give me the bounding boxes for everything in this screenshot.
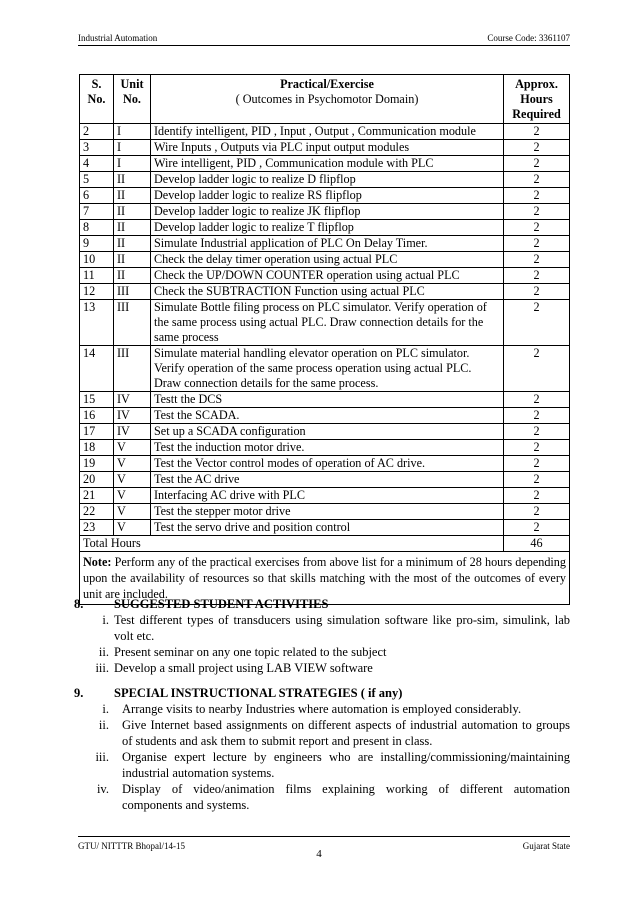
table-row	[80, 188, 570, 204]
cell-practical: Check the delay timer operation using actual PLC	[151, 252, 504, 268]
cell-practical: Identify intelligent, PID , Input , Output , Communication module	[151, 124, 504, 140]
cell-hours: 2	[504, 440, 570, 456]
table-row	[80, 204, 570, 220]
table-row	[80, 472, 570, 488]
cell-hours: 2	[504, 408, 570, 424]
cell-practical: Simulate Industrial application of PLC On Delay Timer.	[151, 236, 504, 252]
list-item-text: Display of video/animation films explaining working of different automation components and systems.	[122, 782, 570, 812]
cell-practical: Interfacing AC drive with PLC	[151, 488, 504, 504]
cell-unit: IV	[114, 408, 151, 424]
col-header-unit: Unit No.	[114, 75, 151, 124]
table-row	[80, 268, 570, 284]
cell-practical: Test the servo drive and position control	[151, 520, 504, 536]
cell-practical: Check the UP/DOWN COUNTER operation using actual PLC	[151, 268, 504, 284]
cell-practical: Wire Inputs , Outputs via PLC input output modules	[151, 140, 504, 156]
col-header-sno: S. No.	[80, 75, 114, 124]
table-row	[80, 424, 570, 440]
cell-hours: 2	[504, 346, 570, 392]
cell-practical: Test the AC drive	[151, 472, 504, 488]
cell-unit: II	[114, 236, 151, 252]
cell-practical: Simulate Bottle filing process on PLC simulator. Verify operation of the same process using actual PLC. Draw connection details for the same process	[151, 300, 504, 346]
table-row	[80, 456, 570, 472]
list-item-numeral: i.	[102, 613, 109, 627]
cell-hours: 2	[504, 488, 570, 504]
section-title: SPECIAL INSTRUCTIONAL STRATEGIES ( if any)	[114, 686, 403, 700]
section-title: SUGGESTED STUDENT ACTIVITIES	[114, 597, 329, 611]
table-row	[80, 520, 570, 536]
total-hours-row	[80, 536, 570, 552]
cell-sno: 10	[80, 252, 114, 268]
cell-hours: 2	[504, 156, 570, 172]
cell-hours: 2	[504, 472, 570, 488]
cell-practical: Develop ladder logic to realize RS flipflop	[151, 188, 504, 204]
cell-sno: 15	[80, 392, 114, 408]
cell-hours: 2	[504, 456, 570, 472]
cell-practical: Test the induction motor drive.	[151, 440, 504, 456]
table-row	[80, 140, 570, 156]
cell-unit: II	[114, 268, 151, 284]
col-header-practical: Practical/Exercise ( Outcomes in Psychomotor Domain)	[151, 75, 504, 124]
list-item-numeral: iv.	[96, 782, 109, 796]
table-row	[80, 504, 570, 520]
cell-sno: 9	[80, 236, 114, 252]
footer-institution: GTU/ NITTTR Bhopal/14-15	[78, 841, 185, 851]
cell-unit: III	[114, 284, 151, 300]
cell-unit: IV	[114, 392, 151, 408]
cell-unit: II	[114, 204, 151, 220]
cell-practical: Test the stepper motor drive	[151, 504, 504, 520]
cell-sno: 2	[80, 124, 114, 140]
cell-sno: 12	[80, 284, 114, 300]
table-row	[80, 124, 570, 140]
cell-practical: Wire intelligent, PID , Communication module with PLC	[151, 156, 504, 172]
cell-practical: Check the SUBTRACTION Function using actual PLC	[151, 284, 504, 300]
table-row	[80, 392, 570, 408]
table-row	[80, 440, 570, 456]
cell-hours: 2	[504, 220, 570, 236]
total-hours-label: Total Hours	[80, 536, 504, 552]
cell-practical: Develop ladder logic to realize D flipflop	[151, 172, 504, 188]
list-item-text: Develop a small project using LAB VIEW software	[114, 661, 373, 675]
header-course-name: Industrial Automation	[78, 33, 158, 43]
table-row	[80, 252, 570, 268]
cell-unit: II	[114, 188, 151, 204]
cell-practical: Test the SCADA.	[151, 408, 504, 424]
cell-unit: V	[114, 520, 151, 536]
cell-hours: 2	[504, 172, 570, 188]
cell-practical: Develop ladder logic to realize T flipflop	[151, 220, 504, 236]
cell-sno: 4	[80, 156, 114, 172]
table-row	[80, 408, 570, 424]
cell-hours: 2	[504, 204, 570, 220]
cell-hours: 2	[504, 504, 570, 520]
table-header-row	[80, 75, 570, 124]
cell-sno: 17	[80, 424, 114, 440]
list-item-numeral: ii.	[98, 718, 109, 732]
section-number: 8.	[74, 597, 84, 611]
cell-hours: 2	[504, 188, 570, 204]
cell-sno: 22	[80, 504, 114, 520]
cell-hours: 2	[504, 392, 570, 408]
cell-unit: III	[114, 346, 151, 392]
cell-unit: II	[114, 220, 151, 236]
list-item-numeral: iii.	[95, 750, 109, 764]
list-item-numeral: i.	[102, 702, 109, 716]
col-header-hours: Approx. Hours Required	[504, 75, 570, 124]
cell-unit: II	[114, 252, 151, 268]
cell-hours: 2	[504, 284, 570, 300]
cell-sno: 19	[80, 456, 114, 472]
cell-unit: V	[114, 456, 151, 472]
footer-rule	[78, 836, 570, 837]
cell-sno: 14	[80, 346, 114, 392]
table-row	[80, 236, 570, 252]
cell-unit: I	[114, 156, 151, 172]
cell-sno: 23	[80, 520, 114, 536]
cell-sno: 20	[80, 472, 114, 488]
cell-practical: Develop ladder logic to realize JK flipflop	[151, 204, 504, 220]
list-item-text: Test different types of transducers using simulation software like pro-sim, simulink, lab volt etc.	[114, 613, 570, 643]
note-label: Note:	[83, 555, 112, 569]
table-row	[80, 300, 570, 346]
cell-sno: 8	[80, 220, 114, 236]
cell-sno: 6	[80, 188, 114, 204]
cell-hours: 2	[504, 124, 570, 140]
cell-unit: III	[114, 300, 151, 346]
cell-practical: Set up a SCADA configuration	[151, 424, 504, 440]
cell-hours: 2	[504, 424, 570, 440]
table-row	[80, 488, 570, 504]
list-item-text: Present seminar on any one topic related to the subject	[114, 645, 387, 659]
cell-sno: 7	[80, 204, 114, 220]
cell-hours: 2	[504, 252, 570, 268]
cell-sno: 3	[80, 140, 114, 156]
list-item-numeral: iii.	[95, 661, 109, 675]
cell-unit: V	[114, 472, 151, 488]
cell-hours: 2	[504, 140, 570, 156]
table-row	[80, 346, 570, 392]
cell-hours: 2	[504, 520, 570, 536]
note-text: Perform any of the practical exercises from above list for a minimum of 28 hours depending upon the availability of resources so that skills matching with the most of the outcomes of every unit are included.	[83, 555, 566, 601]
cell-unit: II	[114, 172, 151, 188]
header-rule	[78, 45, 570, 46]
practical-table	[79, 74, 570, 605]
cell-unit: I	[114, 140, 151, 156]
cell-sno: 13	[80, 300, 114, 346]
page-number: 4	[316, 848, 322, 860]
list-item-text: Organise expert lecture by engineers who are installing/commissioning/maintaining industrial automation systems.	[122, 750, 570, 780]
footer-state: Gujarat State	[522, 841, 570, 851]
cell-unit: V	[114, 504, 151, 520]
cell-sno: 18	[80, 440, 114, 456]
cell-hours: 2	[504, 300, 570, 346]
cell-unit: IV	[114, 424, 151, 440]
cell-practical: Test the Vector control modes of operation of AC drive.	[151, 456, 504, 472]
cell-sno: 11	[80, 268, 114, 284]
table-row	[80, 284, 570, 300]
header-course-code: Course Code: 3361107	[487, 33, 570, 43]
practical-table-body	[80, 124, 570, 536]
list-item-text: Arrange visits to nearby Industries where automation is employed considerably.	[122, 702, 522, 716]
cell-practical: Testt the DCS	[151, 392, 504, 408]
cell-hours: 2	[504, 236, 570, 252]
list-item-numeral: ii.	[98, 645, 109, 659]
cell-unit: I	[114, 124, 151, 140]
table-row	[80, 172, 570, 188]
cell-sno: 5	[80, 172, 114, 188]
table-row	[80, 156, 570, 172]
cell-sno: 21	[80, 488, 114, 504]
cell-hours: 2	[504, 268, 570, 284]
cell-unit: V	[114, 440, 151, 456]
list-item-text: Give Internet based assignments on different aspects of industrial automation to groups of students and ask them to submit report and present in class.	[122, 718, 570, 748]
cell-practical: Simulate material handling elevator operation on PLC simulator. Verify operation of the same process operation using actual PLC. Draw connection details for the same process.	[151, 346, 504, 392]
section-number: 9.	[74, 686, 84, 700]
table-row	[80, 220, 570, 236]
cell-sno: 16	[80, 408, 114, 424]
cell-unit: V	[114, 488, 151, 504]
total-hours-value: 46	[504, 536, 570, 552]
